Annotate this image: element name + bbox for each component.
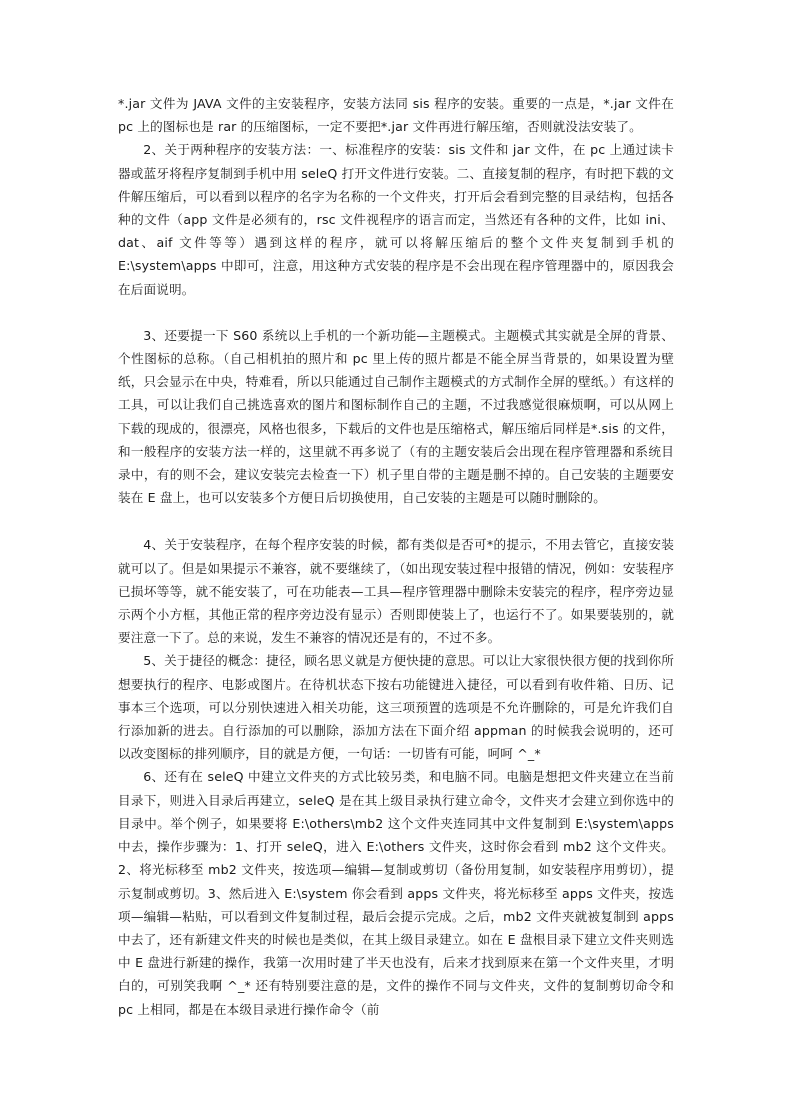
paragraph-gap [118, 301, 674, 324]
paragraph-install-program: 4、关于安装程序，在每个程序安装的时候，都有类似是否可*的提示，不用去管它，直接安装就可以了。但是如果提示不兼容，就不要继续了，（如出现安装过程中报错的情况，例如：安装程序已损坏等等，就不能安装了，可在功能表—工具—程序管理器中删除未安装完的程序，程序旁边显示两个小方框，其他正常的程序旁边没有显示）否则即使装上了，也运行不了。如果要装别的，就要注意一下了。总的来说，发生不兼容的情况还是有的，不过不多。 [118, 537, 674, 646]
document-page [118, 92, 674, 1021]
paragraph-theme-mode: 3、还要提一下 S60 系统以上手机的一个新功能—主题模式。主题模式其实就是全屏的背景、个性图标的总称。（自己相机拍的照片和 pc 里上传的照片都是不能全屏当背景的，如果设置为壁纸，只会显示在中央，特难看，所以只能通过自己制作主题模式的方式制作全屏的壁纸。）有这样的工具，可以让我们自己挑选喜欢的图片和图标制作自己的主题，不过我感觉很麻烦啊，可以从网上下载的现成的，很漂亮，风格也很多，下载后的文件也是压缩格式，解压缩后同样是*.sis 的文件，和一般程序的安装方法一样的，这里就不再多说了（有的主题安装后会出现在程序管理器和系统目录中，有的则不会，建议安装完去检查一下）机子里自带的主题是删不掉的。自己安装的主题要安装在 E 盘上，也可以安装多个方便日后切换使用，自己安装的主题是可以随时删除的。 [118, 327, 674, 506]
paragraph-jar-install: *.jar 文件为 JAVA 文件的主安装程序，安装方法同 sis 程序的安装。重要的一点是，*.jar 文件在 pc 上的图标也是 rar 的压缩图标，一定不要把*.jar 文件再进行解压缩，否则就没法安装了。 [118, 96, 674, 135]
paragraph-gap [118, 509, 674, 533]
paragraph-install-methods: 2、关于两种程序的安装方法：一、标准程序的安装：sis 文件和 jar 文件，在 pc 上通过读卡器或蓝牙将程序复制到手机中用 seleQ 打开文件进行安装。二、直接复制的程序，有时把下载的文件解压缩后，可以看到以程序的名字为名称的一个文件夹，打开后会看到完整的目录结构，包括各种的文件（app 文件是必须有的，rsc 文件视程序的语言而定，当然还有各种的文件，比如 ini、dat、aif 文件等等）遇到这样的程序，就可以将解压缩后的整个文件夹复制到手机的 E:\system\apps 中即可，注意，用这种方式安装的程序是不会出现在程序管理器中的，原因我会在后面说明。 [118, 142, 674, 297]
paragraph-seleq-folder: 6、还有在 seleQ 中建立文件夹的方式比较另类，和电脑不同。电脑是想把文件夹建立在当前目录下，则进入目录后再建立，seleQ 是在其上级目录执行建立命令，文件夹才会建立到你选中的目录中。举个例子，如果要将 E:\others\mb2 这个文件夹连同其中文件复制到 E:\system\apps 中去，操作步骤为：1、打开 seleQ，进入 E:\others 文件夹，这时你会看到 mb2 这个文件夹。2、将光标移至 mb2 文件夹，按选项—编辑—复制或剪切（备份用复制，如安装程序用剪切），提示复制或剪切。3、然后进入 E:\system 你会看到 apps 文件夹，将光标移至 apps 文件夹，按选项—编辑—粘贴，可以看到文件复制过程，最后会提示完成。之后，mb2 文件夹就被复制到 apps 中去了，还有新建文件夹的时候也是类似，在其上级目录建立。如在 E 盘根目录下建立文件夹则选中 E 盘进行新建的操作，我第一次用时建了半天也没有，后来才找到原来在第一个文件夹里，才明白的，可别笑我啊 ^_* 还有特别要注意的是，文件的操作不同与文件夹，文件的复制剪切命令和 pc 上相同，都是在本级目录进行操作命令（前 [118, 769, 674, 1017]
paragraph-shortcut: 5、关于捷径的概念：捷径，顾名思义就是方便快捷的意思。可以让大家很快很方便的找到你所想要执行的程序、电影或图片。在待机状态下按右功能键进入捷径，可以看到有收件箱、日历、记事本三个选项，可以分别快速进入相关功能，这三项预置的选项是不允许删除的，可是允许我们自行添加新的进去。自行添加的可以删除，添加方法在下面介绍 appman 的时候我会说明的，还可以改变图标的排列顺序，目的就是方便，一句话：一切皆有可能，呵呵 ^_* [118, 653, 674, 762]
